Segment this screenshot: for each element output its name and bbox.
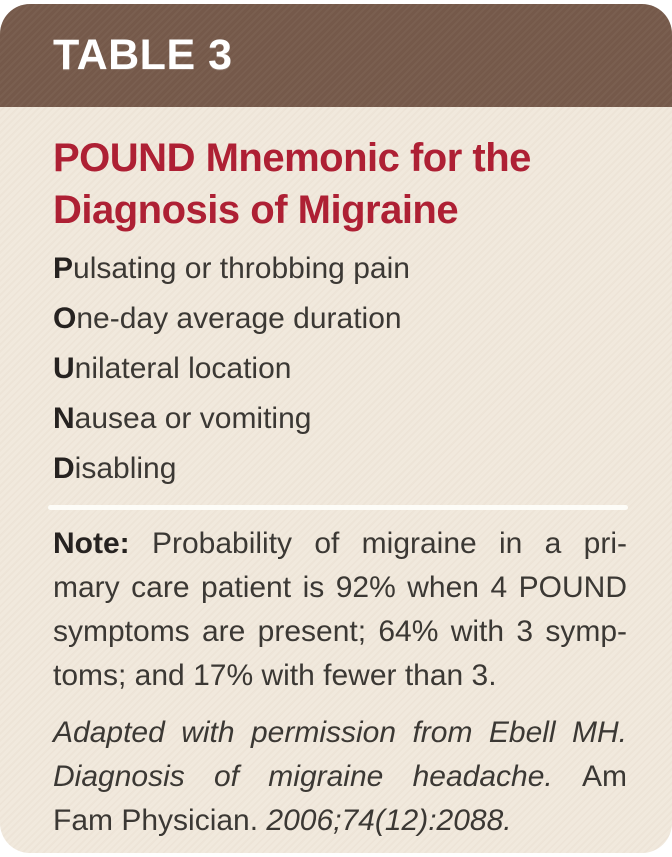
table-body: [0, 107, 672, 843]
mnemonic-letter-n: N: [53, 402, 75, 435]
table-title-line-2: Diagnosis of Migraine: [53, 188, 459, 232]
mnemonic-text-unilateral: nilateral location: [74, 352, 292, 385]
table-card: [0, 4, 672, 853]
mnemonic-item-pulsating: [53, 244, 627, 294]
mnemonic-text-one-day: ne-day average duration: [76, 302, 402, 335]
note-paragraph: [53, 522, 627, 698]
mnemonic-text-disabling: isabling: [74, 452, 177, 485]
attribution-line-3: [53, 799, 627, 843]
mnemonic-list: [53, 244, 627, 494]
attribution-article-title: Diagnosis of migraine headache.: [53, 760, 553, 793]
mnemonic-item-nausea: [53, 394, 627, 444]
note-line-2: mary care patient is 92% when 4 POUND: [53, 571, 627, 604]
mnemonic-letter-d: D: [53, 452, 75, 485]
attribution-journal-am: Am: [582, 760, 627, 793]
mnemonic-letter-u: U: [53, 352, 75, 385]
table-header-bar: [0, 4, 672, 107]
note-line-3: symptoms are present; 64% with 3 symp-: [53, 615, 627, 648]
table-number-label: TABLE 3: [53, 31, 233, 79]
note-line-1: [53, 522, 627, 566]
note-line-1-text: Probability of migraine in a pri-: [151, 527, 627, 560]
note-line-4: toms; and 17% with fewer than 3.: [53, 659, 497, 692]
attribution-line-1: [53, 711, 627, 755]
attribution-adapted-text: Adapted with permission from Ebell MH.: [53, 716, 627, 749]
mnemonic-letter-o: O: [53, 302, 77, 335]
mnemonic-text-pulsating: ulsating or throbbing pain: [73, 252, 410, 285]
table-title: [53, 132, 627, 236]
mnemonic-letter-p: P: [53, 252, 74, 285]
attribution-line-2: [53, 755, 627, 799]
mnemonic-item-unilateral: [53, 344, 627, 394]
note-label: Note:: [53, 527, 130, 560]
section-divider: [48, 505, 628, 510]
attribution-journal-fam-physician: Fam Physician.: [53, 804, 259, 837]
mnemonic-text-nausea: ausea or vomiting: [74, 402, 312, 435]
attribution-paragraph: [53, 711, 627, 843]
mnemonic-item-disabling: [53, 444, 627, 494]
mnemonic-item-one-day: [53, 294, 627, 344]
table-title-line-1: POUND Mnemonic for the: [53, 136, 531, 180]
attribution-citation-numbers: 2006;74(12):2088.: [266, 804, 512, 837]
